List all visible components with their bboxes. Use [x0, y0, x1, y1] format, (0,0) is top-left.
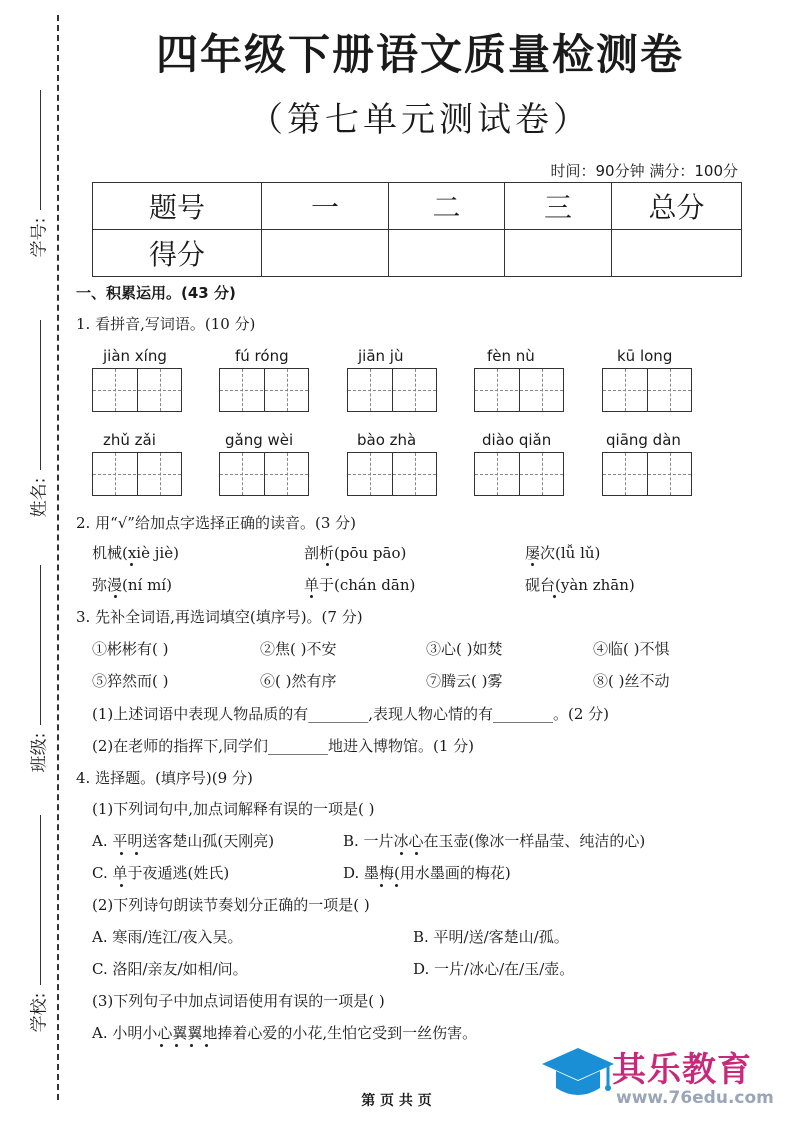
reading-choice: 剖析(pōu pāo) — [304, 544, 407, 562]
option: B. 平明/送/客楚山/孤。 — [413, 928, 569, 946]
emphasis-dot — [415, 852, 418, 855]
binding-dash-line — [57, 15, 59, 1100]
score-cell[interactable] — [389, 230, 505, 277]
brand-logo — [540, 1040, 790, 1120]
score-header-cell: 三 — [505, 183, 612, 230]
writing-grid[interactable] — [474, 452, 564, 496]
writing-grid[interactable] — [602, 368, 692, 412]
idiom-blank: ⑤猝然而( ) — [92, 672, 169, 690]
idiom-blank: ⑧( )丝不动 — [593, 672, 670, 690]
idiom-blank: ⑦腾云( )雾 — [426, 672, 503, 690]
option: A. 寒雨/连江/夜入吴。 — [92, 928, 243, 946]
pinyin-label: zhǔ zǎi — [103, 431, 156, 449]
emphasis-dot — [114, 595, 117, 598]
page-footer: 第 页 共 页 — [361, 1093, 432, 1109]
pinyin-label: fú róng — [235, 347, 289, 365]
pinyin-label: gǎng wèi — [225, 431, 294, 449]
reading-choice: 机械(xiè jiè) — [92, 544, 179, 562]
option: A. 平明送客楚山孤(天刚亮) — [92, 832, 275, 850]
idiom-blank: ③心( )如焚 — [426, 640, 503, 658]
q3-sub2: (2)在老师的指挥下,同学们________地进入博物馆。(1 分) — [92, 737, 475, 755]
emphasis-dot — [531, 563, 534, 566]
section-heading: 一、积累运用。(43 分) — [76, 284, 236, 302]
emphasis-dot — [205, 1044, 208, 1047]
option: B. 一片冰心在玉壶(像冰一样晶莹、纯洁的心) — [343, 832, 646, 850]
emphasis-dot — [553, 595, 556, 598]
emphasis-dot — [395, 884, 398, 887]
q4-sub2: (2)下列诗句朗读节奏划分正确的一项是( ) — [92, 896, 370, 914]
emphasis-dot — [175, 1044, 178, 1047]
idiom-blank: ①彬彬有( ) — [92, 640, 169, 658]
name-label: 姓名: — [29, 477, 50, 518]
writing-grid[interactable] — [219, 452, 309, 496]
score-header-cell: 题号 — [93, 183, 262, 230]
student-no-line — [40, 90, 41, 210]
option: D. 一片/冰心/在/玉/壶。 — [413, 960, 575, 978]
emphasis-dot — [400, 852, 403, 855]
score-header-cell: 总分 — [612, 183, 742, 230]
reading-choice: 砚台(yàn zhān) — [525, 576, 635, 594]
school-label: 学校: — [29, 992, 50, 1033]
school-line — [40, 815, 41, 985]
page-subtitle: （第七单元测试卷） — [249, 100, 591, 140]
idiom-blank: ⑥( )然有序 — [260, 672, 337, 690]
score-table — [92, 182, 742, 277]
writing-grid[interactable] — [474, 368, 564, 412]
q4-title: 4. 选择题。(填序号)(9 分) — [76, 769, 253, 787]
emphasis-dot — [160, 1044, 163, 1047]
q3-sub1: (1)上述词语中表现人物品质的有________,表现人物心情的有________。(2 分) — [92, 705, 610, 723]
reading-choice: 单于(chán dān) — [304, 576, 416, 594]
pinyin-label: kū long — [617, 347, 673, 365]
pinyin-label: diào qiǎn — [482, 431, 552, 449]
writing-grid[interactable] — [92, 452, 182, 496]
emphasis-dot — [326, 563, 329, 566]
class-label: 班级: — [29, 732, 50, 773]
q3-title: 3. 先补全词语,再选词填空(填序号)。(7 分) — [76, 608, 363, 626]
time-info: 时间：90分钟 满分：100分 — [550, 162, 738, 180]
reading-choice: 屡次(lǚ lǔ) — [525, 544, 601, 562]
page-title: 四年级下册语文质量检测卷 — [155, 30, 684, 79]
q4-sub1: (1)下列词句中,加点词解释有误的一项是( ) — [92, 800, 375, 818]
reading-choice: 弥漫(ní mí) — [92, 576, 172, 594]
student-no-label: 学号: — [29, 217, 50, 258]
pinyin-label: fèn nù — [487, 347, 535, 365]
pinyin-label: jiān jù — [358, 347, 404, 365]
option: C. 洛阳/亲友/如相/问。 — [92, 960, 248, 978]
score-cell[interactable] — [505, 230, 612, 277]
score-header-cell: 一 — [262, 183, 389, 230]
pinyin-label: jiàn xíng — [103, 347, 167, 365]
name-line — [40, 320, 41, 470]
idiom-blank: ②焦( )不安 — [260, 640, 337, 658]
score-cell[interactable] — [612, 230, 742, 277]
q2-title: 2. 用“√”给加点字选择正确的读音。(3 分) — [76, 514, 356, 532]
writing-grid[interactable] — [347, 368, 437, 412]
pinyin-label: bào zhà — [357, 431, 417, 449]
q4-sub3: (3)下列句子中加点词语使用有误的一项是( ) — [92, 992, 385, 1010]
option: A. 小明小心翼翼地捧着心爱的小花,生怕它受到一丝伤害。 — [92, 1024, 478, 1042]
writing-grid[interactable] — [347, 452, 437, 496]
logo-url: www.76edu.com — [616, 1088, 774, 1108]
emphasis-dot — [130, 563, 133, 566]
logo-name: 其乐教育 — [612, 1050, 752, 1090]
writing-grid[interactable] — [602, 452, 692, 496]
class-line — [40, 565, 41, 725]
writing-grid[interactable] — [219, 368, 309, 412]
emphasis-dot — [135, 852, 138, 855]
score-header-cell: 二 — [389, 183, 505, 230]
emphasis-dot — [310, 595, 313, 598]
emphasis-dot — [120, 884, 123, 887]
emphasis-dot — [120, 852, 123, 855]
option: C. 单于夜遁逃(姓氏) — [92, 864, 230, 882]
emphasis-dot — [190, 1044, 193, 1047]
idiom-blank: ④临( )不惧 — [593, 640, 670, 658]
graduation-cap-icon — [540, 1044, 616, 1106]
score-cell[interactable] — [262, 230, 389, 277]
option: D. 墨梅(用水墨画的梅花) — [343, 864, 511, 882]
writing-grid[interactable] — [92, 368, 182, 412]
q1-title: 1. 看拼音,写词语。(10 分) — [76, 315, 256, 333]
emphasis-dot — [380, 884, 383, 887]
pinyin-label: qiāng dàn — [606, 431, 681, 449]
score-row-label: 得分 — [93, 230, 262, 277]
